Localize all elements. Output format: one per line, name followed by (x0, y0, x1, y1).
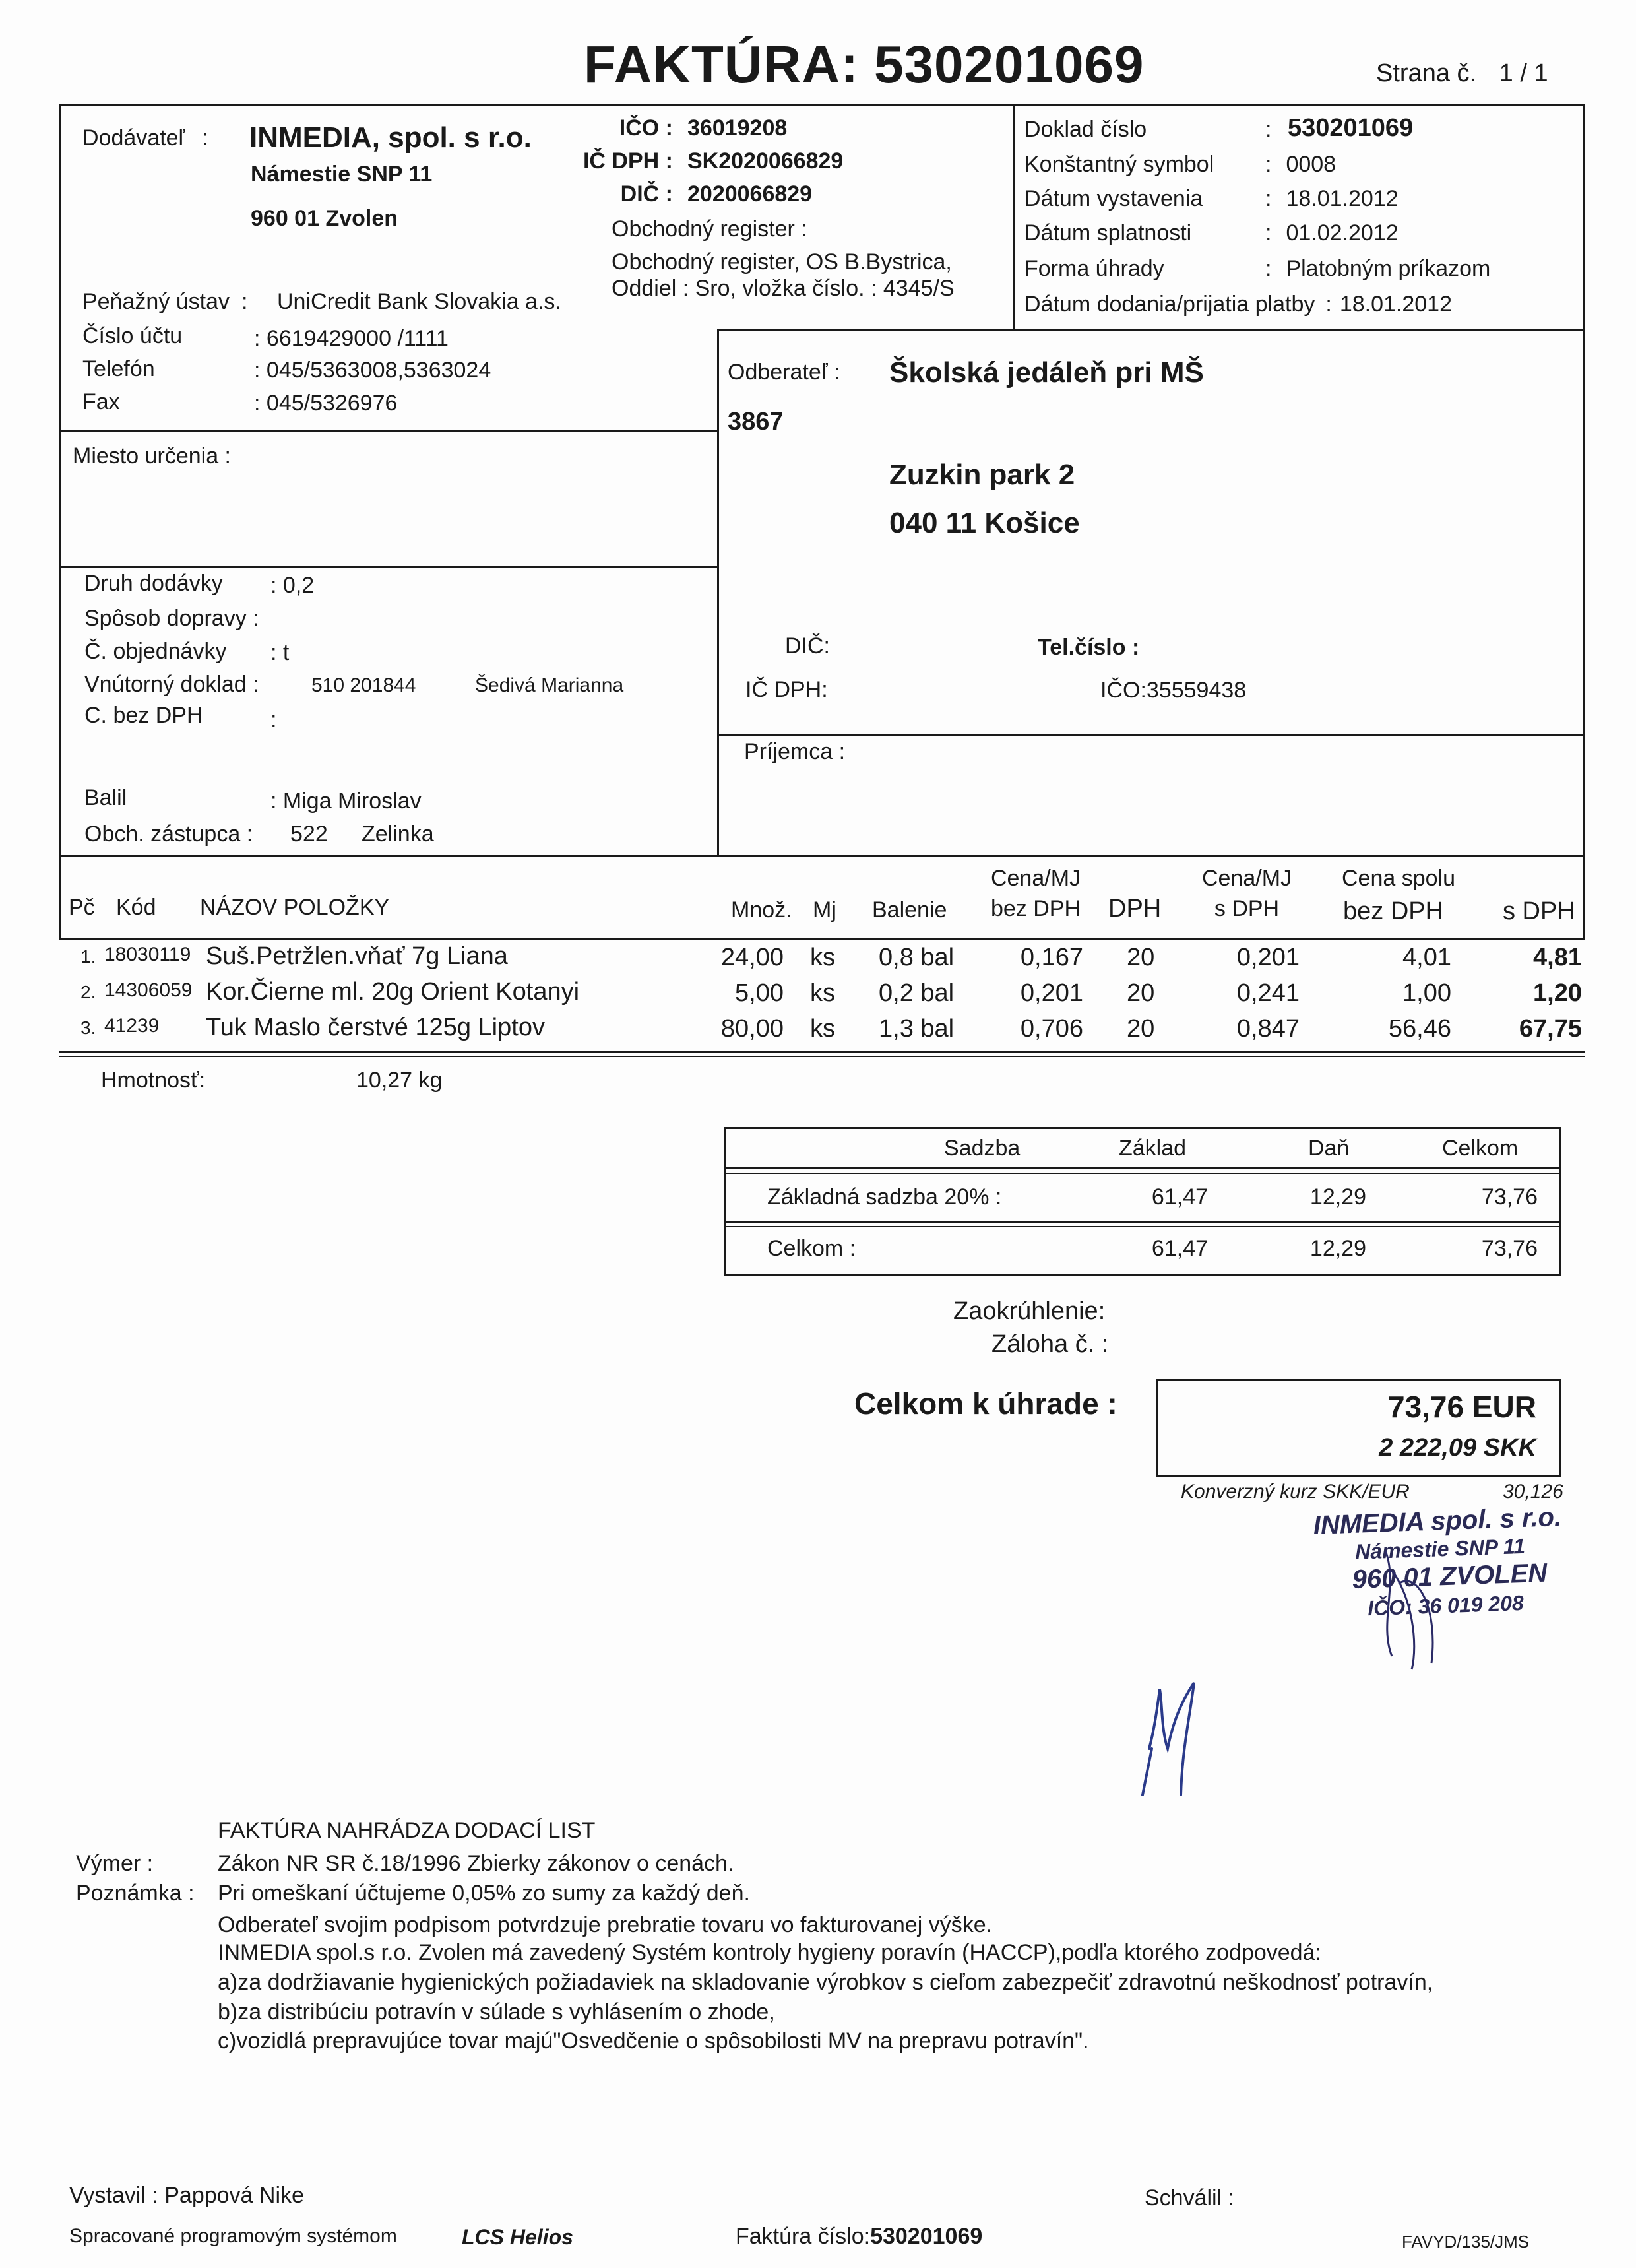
col-pc: Pč (69, 895, 95, 920)
col-name: NÁZOV POLOŽKY (200, 895, 390, 920)
weight-value: 10,27 kg (356, 1068, 443, 1093)
vat-row-total: 73,76 (1481, 1184, 1538, 1210)
notes-line-4: a)za dodržiavanie hygienických požiadaviek na skladovanie výrobkov s cieľom zabezpečiť zdravotnú neškodnosť potravín, (218, 1970, 1433, 1995)
items-bottom-line (59, 1051, 1585, 1053)
weight-label: Hmotnosť: (101, 1068, 206, 1093)
vat-sum-tax: 12,29 (1309, 1236, 1366, 1261)
row-pc: 2. (80, 982, 96, 1002)
row-code: 18030119 (104, 944, 191, 965)
row-pack: 0,8 bal (879, 944, 955, 971)
notes-heading: FAKTÚRA NAHRÁDZA DODACÍ LIST (218, 1818, 596, 1843)
account-value: : 6619429000 /1111 (254, 326, 449, 351)
handwritten-signature (1135, 1676, 1214, 1808)
system-label: Spracované programovým systémom (69, 2225, 397, 2247)
row-qty: 5,00 (735, 979, 784, 1007)
internal-doc-label: Vnútorný doklad : (84, 672, 259, 697)
packed-value: : Miga Miroslav (270, 789, 422, 814)
agent-label: Obch. zástupca : (84, 822, 253, 847)
doc-number-value: 530201069 (1288, 114, 1414, 142)
customer-name: Školská jedáleň pri MŠ (889, 356, 1204, 389)
bank-value: UniCredit Bank Slovakia a.s. (277, 289, 561, 314)
issue-date-value: : 18.01.2012 (1265, 186, 1399, 211)
order-label: Č. objednávky (84, 639, 227, 664)
conversion-rate-label: Konverzný kurz SKK/EUR (1181, 1481, 1410, 1503)
col-price-incl-1: Cena/MJ (1201, 866, 1292, 891)
page-counter (1376, 59, 1548, 88)
vat-sum-base: 61,47 (1151, 1236, 1208, 1261)
customer-tel-label: Tel.číslo : (1038, 635, 1140, 660)
col-price-excl-2: bez DPH (990, 896, 1081, 921)
row-qty: 24,00 (720, 944, 784, 971)
row-unit: ks (810, 944, 835, 971)
supplier-icdph: SK2020066829 (687, 148, 844, 174)
supplier-ico: 36019208 (687, 115, 788, 141)
register-line-2: Oddiel : Sro, vložka číslo. : 4345/S (612, 276, 955, 301)
row-pack: 1,3 bal (879, 1015, 955, 1043)
items-header-line (59, 938, 1585, 940)
notes-line-3: INMEDIA spol.s r.o. Zvolen má zavedený Systém kontroly hygieny poravín (HACCP),podľa ktorého zodpovedá: (218, 1940, 1321, 1965)
stamp-line-1: INMEDIA spol. s r.o. (1313, 1502, 1562, 1540)
const-symbol-label: Konštantný symbol (1024, 152, 1214, 177)
notes-line-2: Odberateľ svojim podpisom potvrdzuje prebratie tovaru vo fakturovanej výške. (218, 1912, 993, 1937)
form-code: FAVYD/135/JMS (1402, 2232, 1530, 2252)
row-vat: 20 (1127, 944, 1155, 971)
amount-due-box (1156, 1379, 1561, 1477)
system-name: LCS Helios (462, 2225, 573, 2249)
row-name: Suš.Petržlen.vňať 7g Liana (206, 942, 508, 970)
footer-invoice: Faktúra číslo:530201069 (736, 2224, 983, 2249)
row-price-excl: 0,167 (1020, 944, 1083, 971)
row-vat: 20 (1127, 979, 1155, 1007)
recipient-label: Príjemca : (744, 739, 846, 764)
recipient-divider (717, 734, 1585, 736)
delivery-type-value: : 0,2 (270, 573, 315, 598)
col-unit: Mj (813, 897, 836, 923)
row-total-excl: 4,01 (1402, 944, 1451, 971)
deposit-label: Záloha č. : (991, 1330, 1109, 1358)
stamp-line-2: Námestie SNP 11 (1354, 1534, 1526, 1564)
register-label: Obchodný register : (612, 216, 807, 242)
items-right-line (1583, 855, 1585, 940)
customer-city: 040 11 Košice (889, 507, 1080, 539)
row-code: 41239 (104, 1015, 160, 1037)
stamp-line-4: IČO: 36 019 208 (1367, 1590, 1525, 1621)
page-title (584, 34, 1145, 95)
issue-date-label: Dátum vystavenia (1024, 186, 1203, 211)
customer-code: 3867 (728, 408, 784, 436)
stamp-signature (1372, 1544, 1491, 1676)
notes-line-5: b)za distribúciu potravín v súlade s vyhlásením o zhode, (218, 1999, 775, 2025)
vat-h-total: Celkom (1442, 1136, 1519, 1161)
amount-due-skk: 2 222,09 SKK (1379, 1434, 1536, 1462)
approved-by-label: Schválil : (1145, 2186, 1235, 2211)
row-price-excl: 0,706 (1020, 1015, 1083, 1043)
rounding-label: Zaokrúhlenie: (953, 1297, 1106, 1325)
supplier-ico-label: IČO : (619, 115, 673, 141)
customer-label: Odberateľ : (728, 360, 840, 385)
row-price-excl: 0,201 (1020, 979, 1083, 1007)
payment-form-label: Forma úhrady (1024, 256, 1164, 281)
customer-street: Zuzkin park 2 (889, 459, 1075, 491)
row-total-excl: 1,00 (1402, 979, 1451, 1007)
fax-label: Fax (82, 389, 120, 414)
row-price-incl: 0,847 (1236, 1015, 1300, 1043)
order-value: : t (270, 640, 290, 665)
col-total: Cena spolu (1341, 866, 1455, 891)
internal-doc-value: 510 201844 (311, 674, 416, 696)
payment-form-value: : Platobným príkazom (1265, 256, 1491, 281)
customer-icdph-label: IČ DPH: (745, 677, 828, 702)
vat-sum-total: 73,76 (1481, 1236, 1538, 1261)
due-date-label: Dátum splatnosti (1024, 220, 1192, 245)
col-qty: Množ. (731, 897, 792, 923)
supplier-dic: 2020066829 (687, 181, 813, 207)
customer-dic-label: DIČ: (785, 633, 830, 659)
row-total-excl: 56,46 (1388, 1015, 1451, 1043)
internal-doc-person: Šedivá Marianna (475, 674, 624, 696)
row-vat: 20 (1127, 1015, 1155, 1043)
col-total-excl: bez DPH (1343, 897, 1444, 925)
col-code: Kód (116, 895, 156, 920)
issued-by: Vystavil : Pappová Nike (69, 2183, 304, 2208)
vat-h-rate: Sadzba (944, 1136, 1021, 1161)
doc-number-colon: : (1265, 117, 1272, 142)
destination-divider (59, 566, 718, 568)
col-total-incl: s DPH (1503, 897, 1575, 925)
vat-sum-label: Celkom : (767, 1236, 856, 1261)
notes-line-1: Pri omeškaní účtujeme 0,05% zo sumy za každý deň. (218, 1881, 750, 1906)
vat-row-base: 61,47 (1151, 1184, 1208, 1210)
supplier-dic-label: DIČ : (620, 181, 673, 207)
title-number: 530201069 (874, 35, 1145, 94)
row-name: Tuk Maslo čerstvé 125g Liptov (206, 1014, 545, 1041)
const-symbol-value: : 0008 (1265, 152, 1337, 177)
col-pack: Balenie (872, 897, 947, 923)
row-name: Kor.Čierne ml. 20g Orient Kotanyi (206, 978, 580, 1006)
col-vat: DPH (1108, 895, 1162, 923)
row-price-incl: 0,241 (1236, 979, 1300, 1007)
page-value: 1 / 1 (1499, 59, 1548, 87)
frame-left (59, 104, 61, 857)
phone-label: Telefón (82, 356, 155, 381)
notes-label-note: Poznámka : (76, 1881, 195, 1906)
agent-name: Zelinka (362, 822, 434, 847)
title-label: FAKTÚRA: (584, 35, 859, 94)
items-bottom-line-2 (59, 1056, 1585, 1057)
row-total-incl: 1,20 (1533, 979, 1582, 1007)
frame-top (59, 104, 1585, 106)
notes-vymer: Zákon NR SR č.18/1996 Zbierky zákonov o cenách. (218, 1851, 734, 1876)
items-top-line (59, 855, 1585, 857)
agent-code: 522 (290, 822, 328, 847)
doc-number-label: Doklad číslo (1024, 117, 1147, 142)
phone-value: : 045/5363008,5363024 (254, 358, 491, 383)
packed-label: Balil (84, 785, 127, 810)
supplier-label: Dodávateľ : (82, 125, 208, 150)
transport-label: Spôsob dopravy : (84, 606, 259, 631)
doc-box-left (1013, 104, 1015, 330)
customer-box-top (717, 329, 1585, 331)
row-qty: 80,00 (720, 1015, 784, 1043)
col-price-incl-2: s DPH (1214, 896, 1280, 921)
register-line-1: Obchodný register, OS B.Bystrica, (612, 249, 952, 275)
stamp-line-3: 960 01 ZVOLEN (1351, 1558, 1548, 1594)
customer-box-left (717, 329, 719, 857)
conversion-rate-value: 30,126 (1503, 1481, 1563, 1503)
customer-ico: IČO:35559438 (1100, 678, 1247, 703)
amount-due-label: Celkom k úhrade : (854, 1386, 1117, 1421)
supplier-divider (59, 430, 718, 432)
notes-line-6: c)vozidlá prepravujúce tovar majú"Osvedčenie o spôsobilosti MV na prepravu potravín". (218, 2028, 1089, 2054)
vat-row-tax: 12,29 (1309, 1184, 1366, 1210)
supplier-icdph-label: IČ DPH : (582, 148, 673, 174)
row-pc: 1. (80, 946, 96, 967)
supplier-city: 960 01 Zvolen (251, 206, 398, 231)
delivery-type-label: Druh dodávky (84, 571, 223, 596)
row-total-incl: 67,75 (1519, 1015, 1582, 1043)
row-unit: ks (810, 979, 835, 1007)
vat-h-base: Základ (1119, 1136, 1187, 1161)
items-left-line (59, 855, 61, 940)
destination-label: Miesto určenia : (73, 443, 231, 469)
fax-value: : 045/5326976 (254, 391, 398, 416)
due-date-value: : 01.02.2012 (1265, 220, 1399, 245)
notes-label-vymer: Výmer : (76, 1851, 154, 1876)
row-code: 14306059 (104, 979, 193, 1001)
vat-summary-table (724, 1127, 1561, 1276)
row-pc: 3. (80, 1018, 96, 1038)
supplier-name: INMEDIA, spol. s r.o. (249, 121, 532, 154)
price-type-label: C. bez DPH (84, 703, 203, 728)
row-price-incl: 0,201 (1236, 944, 1300, 971)
price-type-colon: : (270, 707, 277, 732)
vat-h-tax: Daň (1308, 1136, 1350, 1161)
row-total-incl: 4,81 (1533, 944, 1582, 971)
bank-label: Peňažný ústav : (82, 289, 248, 314)
row-pack: 0,2 bal (879, 979, 955, 1007)
page-label: Strana č. (1376, 59, 1477, 87)
col-price-excl-1: Cena/MJ (990, 866, 1081, 891)
amount-due-eur: 73,76 EUR (1387, 1390, 1536, 1424)
supplier-street: Námestie SNP 11 (251, 162, 433, 187)
vat-row-label: Základná sadzba 20% : (767, 1184, 1002, 1210)
account-label: Číslo účtu (82, 323, 183, 348)
frame-right (1583, 104, 1585, 857)
delivery-date-label: Dátum dodania/prijatia platby : 18.01.2012 (1024, 292, 1452, 317)
row-unit: ks (810, 1015, 835, 1043)
